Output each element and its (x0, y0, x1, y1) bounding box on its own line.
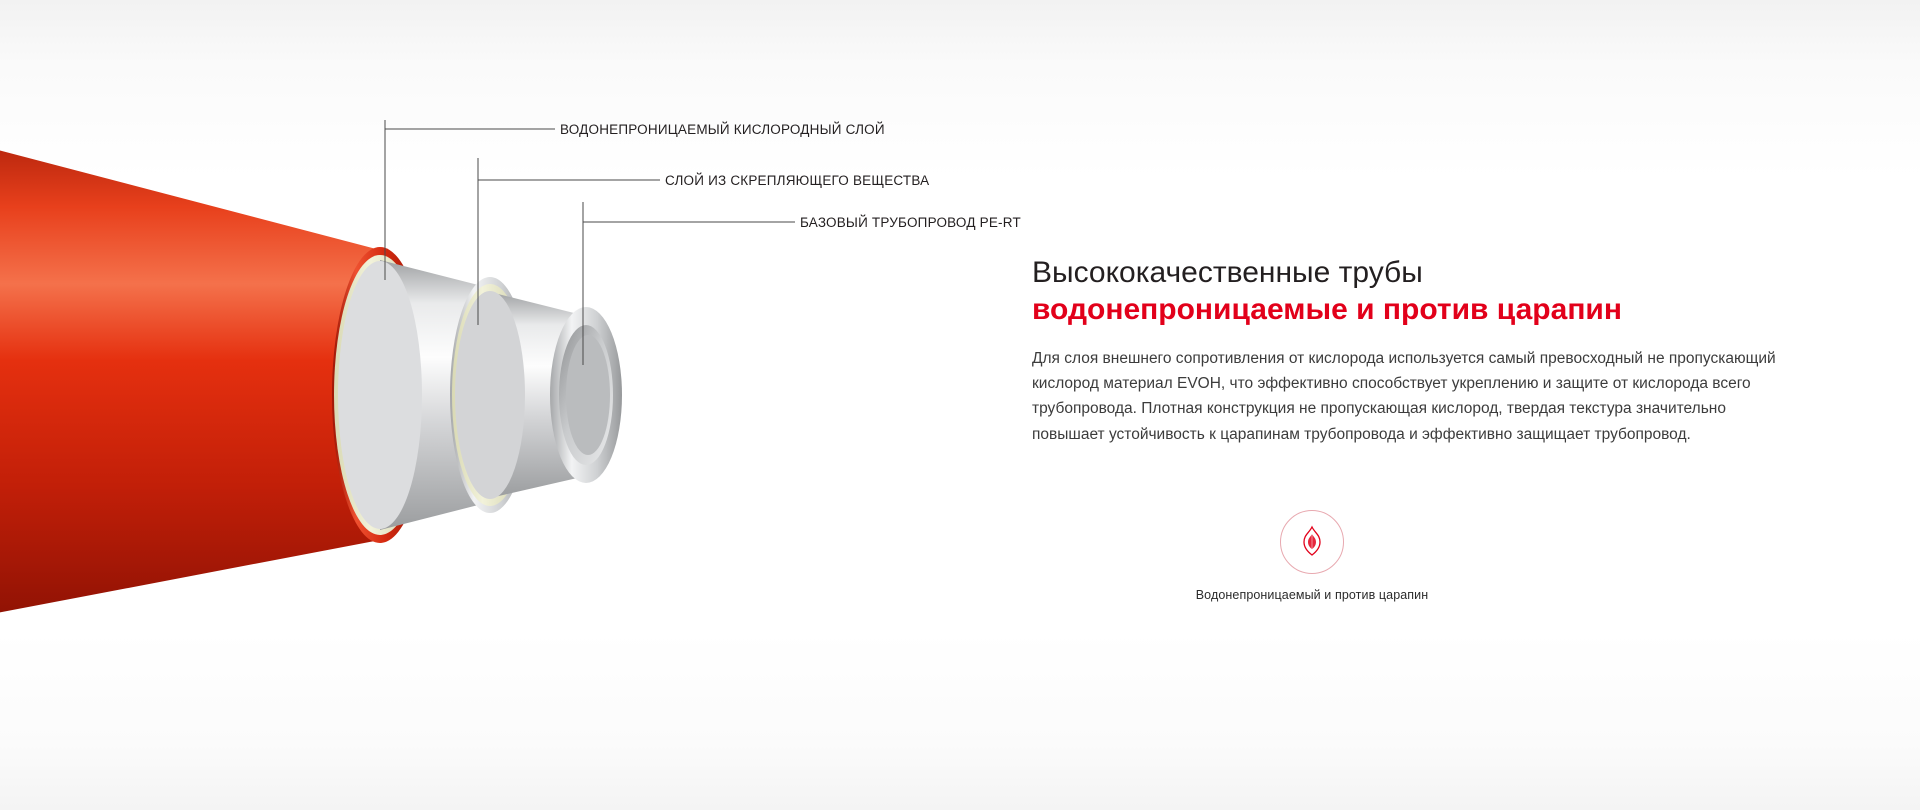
headline-accent: водонепроницаемые и против царапин (1032, 292, 1622, 326)
headline-primary: Высококачественные трубы (1032, 256, 1423, 289)
callout-label-base-pipe: БАЗОВЫЙ ТРУБОПРОВОД PE-RT (800, 215, 1021, 230)
pipe-cutaway-illustration (0, 120, 860, 680)
badge-caption: Водонепроницаемый и против царапин (1195, 588, 1429, 602)
pipe-svg (0, 120, 860, 680)
feature-badge (1032, 510, 1592, 602)
badge-circle (1280, 510, 1344, 574)
body-paragraph: Для слоя внешнего сопротивления от кислорода используется самый превосходный не пропускающий кислород материал EVOH, что эффективно способствует укреплению и защите от кислорода всего трубопровода. Плотная конструкция не пропускающая кислород, твердая текстура значительно повышает устойчивость к царапинам трубопровода и эффективно защищает трубопровод. (1032, 350, 1776, 443)
callout-label-adhesive-layer: СЛОЙ ИЗ СКРЕПЛЯЮЩЕГО ВЕЩЕСТВА (665, 173, 930, 188)
flame-shield-icon (1297, 525, 1327, 559)
text-content-block (1032, 255, 1802, 447)
callout-label-oxygen-barrier: ВОДОНЕПРОНИЦАЕМЫЙ КИСЛОРОДНЫЙ СЛОЙ (560, 122, 885, 137)
pipe-bore (559, 325, 613, 465)
